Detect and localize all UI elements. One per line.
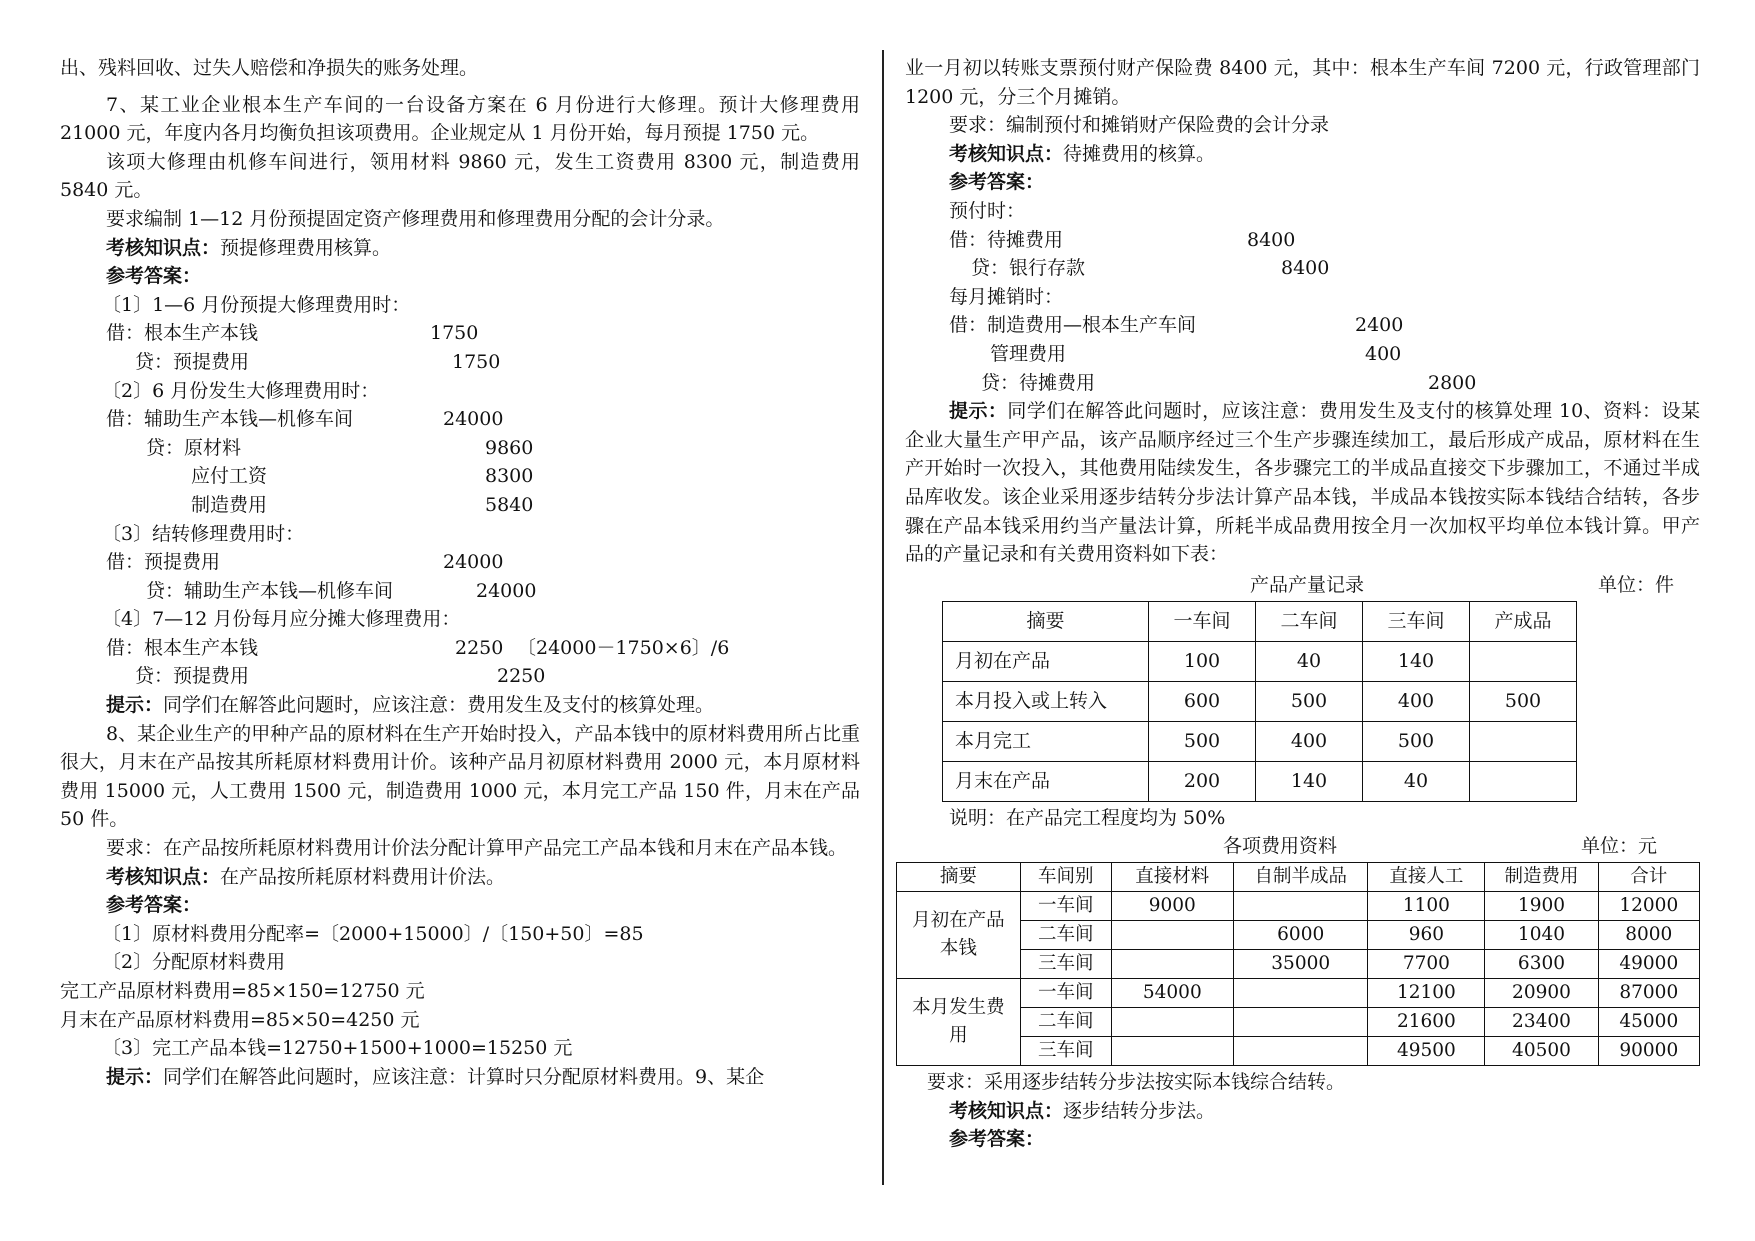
table-cell: 500 [1149, 721, 1256, 761]
table-row [943, 681, 1577, 721]
table-cell: 二车间 [1020, 1008, 1111, 1037]
table-header-cell: 二车间 [1256, 601, 1363, 641]
table-cell: 49000 [1598, 950, 1699, 979]
table-header-cell: 车间别 [1020, 863, 1111, 892]
table-cell: 40500 [1485, 1037, 1598, 1066]
table-cell: 500 [1363, 721, 1470, 761]
question-10-knowledge-point: 考核知识点：逐步结转分步法。 [949, 1099, 1216, 1122]
table-cell: 20900 [1485, 979, 1598, 1008]
q8-answer-4: 月末在产品原材料费用=85×50=4250 元 [60, 1008, 420, 1031]
table-cell: 600 [1149, 681, 1256, 721]
question-7-text-2: 该项大修理由机修车间进行，领用材料 9860 元，发生工资费用 8300 元，制造费用 5840 元。 [60, 150, 860, 202]
table-cell: 月末在产品 [943, 761, 1149, 801]
table-cell: 本月投入或上转入 [943, 681, 1149, 721]
table-header-cell: 三车间 [1363, 601, 1470, 641]
table-header-row [943, 601, 1577, 641]
q7-step-2: 〔2〕6 月份发生大修理费用时： [102, 379, 380, 402]
journal-entry-row: 应付工资 8300 [191, 465, 534, 488]
table-cell: 200 [1149, 761, 1256, 801]
table-1-caption [905, 571, 1700, 601]
question-8-requirement: 要求：在产品按所耗原材料费用计价法分配计算甲产品完工产品本钱和月末在产品本钱。 [106, 837, 848, 860]
table-cell: 40 [1256, 641, 1363, 681]
table-header-cell: 一车间 [1149, 601, 1256, 641]
table-header-cell: 直接材料 [1111, 863, 1233, 892]
table-row [943, 641, 1577, 681]
journal-entry-row: 贷：预提费用 1750 [135, 350, 501, 373]
journal-entry-row: 贷：辅助生产本钱—机修车间 24000 [146, 579, 537, 602]
table-header-cell: 摘要 [943, 601, 1149, 641]
q8-answer-5: 〔3〕完工产品本钱=12750+1500+1000=15250 元 [102, 1037, 573, 1060]
table-cell: 6300 [1485, 950, 1598, 979]
journal-entry-row: 借：根本生产本钱 1750 [106, 322, 479, 345]
table-cell: 140 [1363, 641, 1470, 681]
column-divider [882, 50, 884, 1185]
question-9-knowledge-point: 考核知识点：待摊费用的核算。 [949, 142, 1216, 165]
journal-entry-row: 借：制造费用—根本生产车间 2400 [949, 314, 1404, 337]
table-cell: 100 [1149, 641, 1256, 681]
table-row [897, 892, 1700, 921]
table-cell: 9000 [1111, 892, 1233, 921]
table-header-cell: 合计 [1598, 863, 1699, 892]
table-cell: 12000 [1598, 892, 1699, 921]
table-cell: 40 [1363, 761, 1470, 801]
table-cell: 二车间 [1020, 921, 1111, 950]
table-cell: 一车间 [1020, 892, 1111, 921]
table-cell: 月初在产品 [943, 641, 1149, 681]
table-cell: 三车间 [1020, 950, 1111, 979]
table-cell [1111, 1008, 1233, 1037]
journal-entry-row: 制造费用 5840 [191, 493, 534, 516]
table-cell [1234, 979, 1368, 1008]
journal-entry-row: 贷：待摊费用 2800 [981, 371, 1477, 394]
cost-data-table [896, 862, 1700, 1066]
table-group-cell: 本月发生费用 [897, 979, 1021, 1066]
table-group-cell: 月初在产品本钱 [897, 892, 1021, 979]
journal-entry-row: 借：预提费用 24000 [106, 551, 504, 574]
table-2-unit: 单位：元 [1581, 835, 1658, 858]
question-9-text: 业一月初以转账支票预付财产保险费 8400 元，其中：根本生产车间 7200 元，行政管理部门 1200 元，分三个月摊销。 [905, 57, 1700, 108]
left-column [60, 54, 860, 1091]
question-8-hint: 提示：同学们在解答此问题时，应该注意：计算时只分配原材料费用。9、某企 [106, 1065, 765, 1088]
journal-entry-row: 贷：银行存款 8400 [971, 257, 1330, 280]
table-cell: 23400 [1485, 1008, 1598, 1037]
production-record-table [942, 601, 1577, 802]
table-header-cell: 自制半成品 [1234, 863, 1368, 892]
table-cell: 45000 [1598, 1008, 1699, 1037]
table-cell: 90000 [1598, 1037, 1699, 1066]
right-column [905, 54, 1700, 1154]
journal-entry-row: 贷：预提费用 2250 [135, 665, 546, 688]
question-7-requirement: 要求编制 1—12 月份预提固定资产修理费用和修理费用分配的会计分录。 [106, 207, 725, 230]
table-2-title: 各项费用资料 [1223, 835, 1338, 858]
table-header-cell: 产成品 [1470, 601, 1577, 641]
journal-entry-row: 借：根本生产本钱 2250 〔24000－1750×6〕/6 [106, 636, 730, 659]
table-row [943, 761, 1577, 801]
question-7-knowledge-point: 考核知识点：预提修理费用核算。 [106, 236, 392, 259]
table-cell [1234, 1037, 1368, 1066]
question-7-hint: 提示：同学们在解答此问题时，应该注意：费用发生及支付的核算处理。 [106, 694, 715, 717]
journal-entry-row: 贷：原材料 9860 [146, 436, 534, 459]
table-cell: 54000 [1111, 979, 1233, 1008]
table-row [897, 979, 1700, 1008]
q7-step-4: 〔4〕7—12 月份每月应分摊大修理费用： [102, 608, 461, 631]
q8-answer-1: 〔1〕原材料费用分配率=〔2000+15000〕/〔150+50〕=85 [102, 922, 644, 945]
question-9-hint-and-question-10: 提示：同学们在解答此问题时，应该注意：费用发生及支付的核算处理 10、资料：设某企业大量生产甲产品，该产品顺序经过三个生产步骤连续加工，最后形成产成品，原材料在生产开始时一次投入，其他费用陆续发生，各步骤完工的半成品直接交下步骤加工，不通过半成品库收发。该企业采用逐步结转分步法计算产品本钱，半成品本钱按实际本钱结合结转，各步骤在产品本钱采用约当产量法计算，所耗半成品费用按全月一次加权平均单位本钱计算。甲产品的产量记录和有关费用资料如下表： [905, 400, 1700, 566]
question-8-knowledge-point: 考核知识点：在产品按所耗原材料费用计价法。 [106, 865, 506, 888]
question-10-requirement: 要求：采用逐步结转分步法按实际本钱综合结转。 [927, 1071, 1346, 1094]
table-header-row [897, 863, 1700, 892]
table-cell: 一车间 [1020, 979, 1111, 1008]
journal-entry-row: 借：待摊费用 8400 [949, 228, 1296, 251]
table-cell: 1040 [1485, 921, 1598, 950]
table-cell: 49500 [1368, 1037, 1485, 1066]
table-row [943, 721, 1577, 761]
table-header-cell: 摘要 [897, 863, 1021, 892]
question-8-text: 8、某企业生产的甲种产品的原材料在生产开始时投入，产品本钱中的原材料费用所占比重很大，月末在产品按其所耗原材料费用计价。该种产品月初原材料费用 2000 元，本月原材料费用 15000 元，人工费用 1500 元，制造费用 1000 元，本月完工产品 150 件，月末在产品 50 件。 [60, 722, 860, 831]
table-1-title: 产品产量记录 [1250, 573, 1365, 596]
journal-entry-row: 借：辅助生产本钱—机修车间 24000 [106, 408, 504, 431]
table-cell: 87000 [1598, 979, 1699, 1008]
q7-step-1: 〔1〕1—6 月份预提大修理费用时： [102, 293, 411, 316]
q9-amortize-label: 每月摊销时： [949, 285, 1064, 308]
table-cell: 500 [1470, 681, 1577, 721]
table-cell: 140 [1256, 761, 1363, 801]
table-cell: 960 [1368, 921, 1485, 950]
table-2-caption [905, 832, 1700, 862]
table-cell [1234, 892, 1368, 921]
table-cell [1470, 641, 1577, 681]
question-9-requirement: 要求：编制预付和摊销财产保险费的会计分录 [949, 114, 1330, 137]
question-9-answer-label: 参考答案： [949, 171, 1045, 194]
table-cell [1470, 761, 1577, 801]
table-cell: 1900 [1485, 892, 1598, 921]
question-8-answer-label: 参考答案： [106, 894, 202, 917]
table-cell: 400 [1256, 721, 1363, 761]
question-7-answer-label: 参考答案： [106, 265, 202, 288]
table-header-cell: 直接人工 [1368, 863, 1485, 892]
paragraph-continuation: 出、残料回收、过失人赔偿和净损失的账务处理。 [60, 57, 479, 79]
table-cell: 本月完工 [943, 721, 1149, 761]
table-cell: 12100 [1368, 979, 1485, 1008]
table-header-cell: 制造费用 [1485, 863, 1598, 892]
table-cell [1470, 721, 1577, 761]
q8-answer-3: 完工产品原材料费用=85×150=12750 元 [60, 980, 425, 1002]
table-cell [1111, 1037, 1233, 1066]
table-cell: 8000 [1598, 921, 1699, 950]
table-cell [1111, 921, 1233, 950]
table-cell: 400 [1363, 681, 1470, 721]
table-cell: 35000 [1234, 950, 1368, 979]
table-cell: 7700 [1368, 950, 1485, 979]
q8-answer-2: 〔2〕分配原材料费用 [102, 951, 286, 974]
table-cell: 21600 [1368, 1008, 1485, 1037]
journal-entry-row: 管理费用 400 [990, 342, 1402, 365]
q7-step-3: 〔3〕结转修理费用时： [102, 522, 305, 545]
table-cell: 500 [1256, 681, 1363, 721]
question-10-answer-label: 参考答案： [949, 1128, 1045, 1151]
table-cell [1234, 1008, 1368, 1037]
table-cell: 6000 [1234, 921, 1368, 950]
q9-prepay-label: 预付时： [949, 199, 1026, 222]
table-cell: 三车间 [1020, 1037, 1111, 1066]
question-7-text: 7、某工业企业根本生产车间的一台设备方案在 6 月份进行大修理。预计大修理费用 21000 元，年度内各月均衡负担该项费用。企业规定从 1 月份开始，每月预提 1750 元。 [60, 93, 860, 145]
table-1-unit: 单位：件 [1598, 573, 1675, 596]
table-cell: 1100 [1368, 892, 1485, 921]
table-cell [1111, 950, 1233, 979]
table-1-note: 说明：在产品完工程度均为 50% [949, 806, 1226, 829]
